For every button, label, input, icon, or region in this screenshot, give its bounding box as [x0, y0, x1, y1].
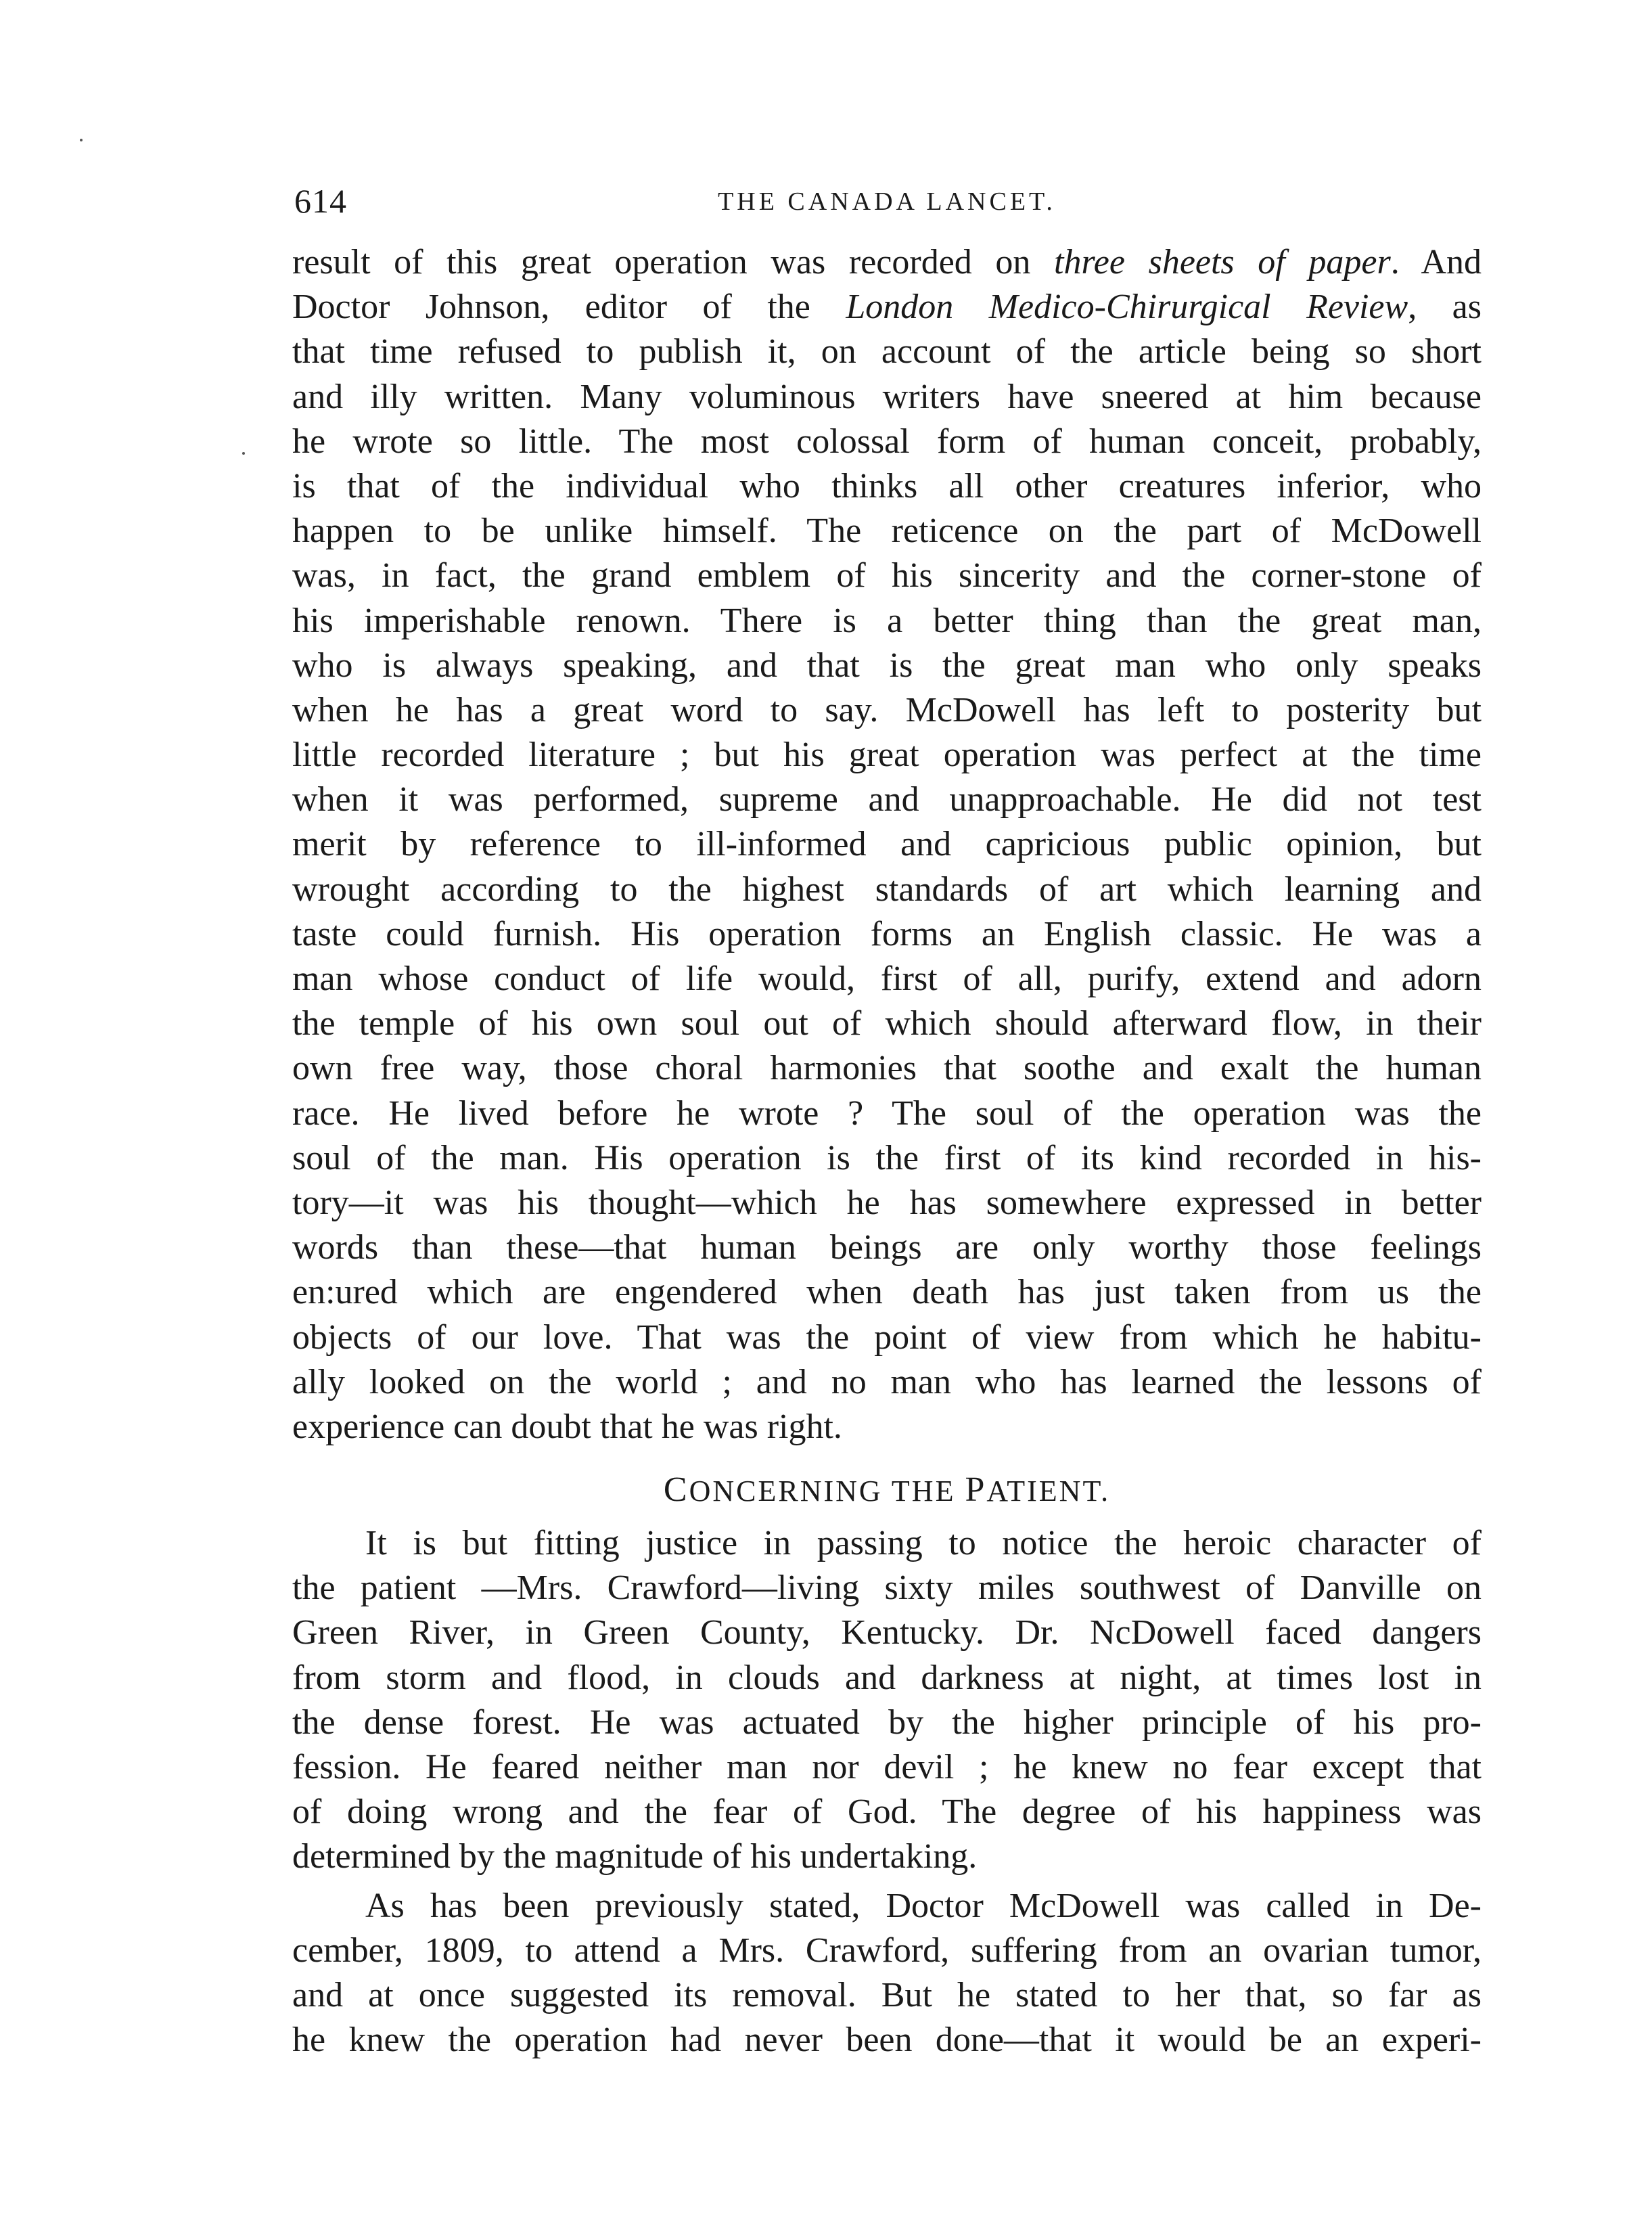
text-line: the temple of his own soul out of which should afterward flow, in their	[292, 1004, 1482, 1043]
text-line: is that of the individual who thinks all other creatures inferior, who	[292, 466, 1482, 505]
running-title: THE CANADA LANCET.	[718, 187, 1056, 216]
page-number: 614	[294, 182, 347, 220]
text-line: tory—it was his thought—which he has somewhere expressed in better	[292, 1183, 1482, 1222]
text-line: that time refused to publish it, on account of the article being so short	[292, 332, 1482, 371]
text-line: when it was performed, supreme and unapproachable. He did not test	[292, 780, 1482, 819]
page-header	[294, 181, 1479, 229]
text-line: merit by reference to ill-informed and capricious public opinion, but	[292, 825, 1482, 864]
text-line: determined by the magnitude of his undertaking.	[292, 1837, 978, 1876]
section-heading: CONCERNING THE PATIENT.	[663, 1470, 1111, 1510]
text-line: the dense forest. He was actuated by the higher principle of his pro-	[292, 1703, 1482, 1742]
text-line: result of this great operation was recorded on three sheets of paper. And	[292, 243, 1482, 281]
paragraph-3	[292, 1884, 1482, 2063]
text-line: his imperishable renown. There is a better thing than the great man,	[292, 601, 1482, 640]
text-line: Doctor Johnson, editor of the London Medico-Chirurgical Review, as	[292, 288, 1482, 327]
text-line: soul of the man. His operation is the first of its kind recorded in his-	[292, 1138, 1482, 1177]
text-line: of doing wrong and the fear of God. The degree of his happiness was	[292, 1793, 1482, 1832]
body-text	[292, 240, 1482, 2063]
text-line: It is but fitting justice in passing to notice the heroic character of	[365, 1524, 1482, 1563]
text-line: happen to be unlike himself. The reticence on the part of McDowell	[292, 512, 1482, 551]
paragraph-2	[292, 1521, 1482, 1880]
text-line: was, in fact, the grand emblem of his sincerity and the corner-stone of	[292, 556, 1482, 595]
text-line: who is always speaking, and that is the great man who only speaks	[292, 646, 1482, 685]
text-line: wrought according to the highest standards of art which learning and	[292, 870, 1482, 909]
scan-speck	[242, 452, 245, 455]
text-line: when he has a great word to say. McDowell has left to posterity but	[292, 690, 1482, 729]
text-line: ally looked on the world ; and no man who has learned the lessons of	[292, 1362, 1482, 1401]
text-line: taste could furnish. His operation forms an English classic. He was a	[292, 914, 1482, 953]
text-line: As has been previously stated, Doctor McDowell was called in De-	[365, 1886, 1482, 1925]
text-line: cember, 1809, to attend a Mrs. Crawford, suffering from an ovarian tumor,	[292, 1931, 1482, 1970]
text-line: and at once suggested its removal. But he stated to her that, so far as	[292, 1975, 1482, 2014]
scan-speck	[80, 139, 83, 141]
text-line: own free way, those choral harmonies that soothe and exalt the human	[292, 1049, 1482, 1088]
text-line: man whose conduct of life would, first of all, purify, extend and adorn	[292, 960, 1482, 998]
text-line: he knew the operation had never been done—that it would be an experi-	[292, 2021, 1482, 2060]
text-line: experience can doubt that he was right.	[292, 1407, 842, 1446]
paragraph-1	[292, 240, 1482, 1449]
text-line: race. He lived before he wrote ? The soul of the operation was the	[292, 1094, 1482, 1133]
text-line: and illy written. Many voluminous writers have sneered at him because	[292, 377, 1482, 416]
text-line: Green River, in Green County, Kentucky. Dr. NcDowell faced dangers	[292, 1613, 1482, 1652]
text-line: from storm and flood, in clouds and darkness at night, at times lost in	[292, 1658, 1482, 1697]
text-line: objects of our love. That was the point of view from which he habitu-	[292, 1317, 1482, 1357]
text-line: fession. He feared neither man nor devil ; he knew no fear except that	[292, 1748, 1482, 1786]
text-line: the patient —Mrs. Crawford—living sixty miles southwest of Danville on	[292, 1569, 1482, 1608]
text-line: words than these—that human beings are only worthy those feelings	[292, 1228, 1482, 1267]
text-line: little recorded literature ; but his great operation was perfect at the time	[292, 736, 1482, 775]
text-line: he wrote so little. The most colossal form of human conceit, probably,	[292, 422, 1482, 461]
text-line: en:ured which are engendered when death has just taken from us the	[292, 1273, 1482, 1312]
